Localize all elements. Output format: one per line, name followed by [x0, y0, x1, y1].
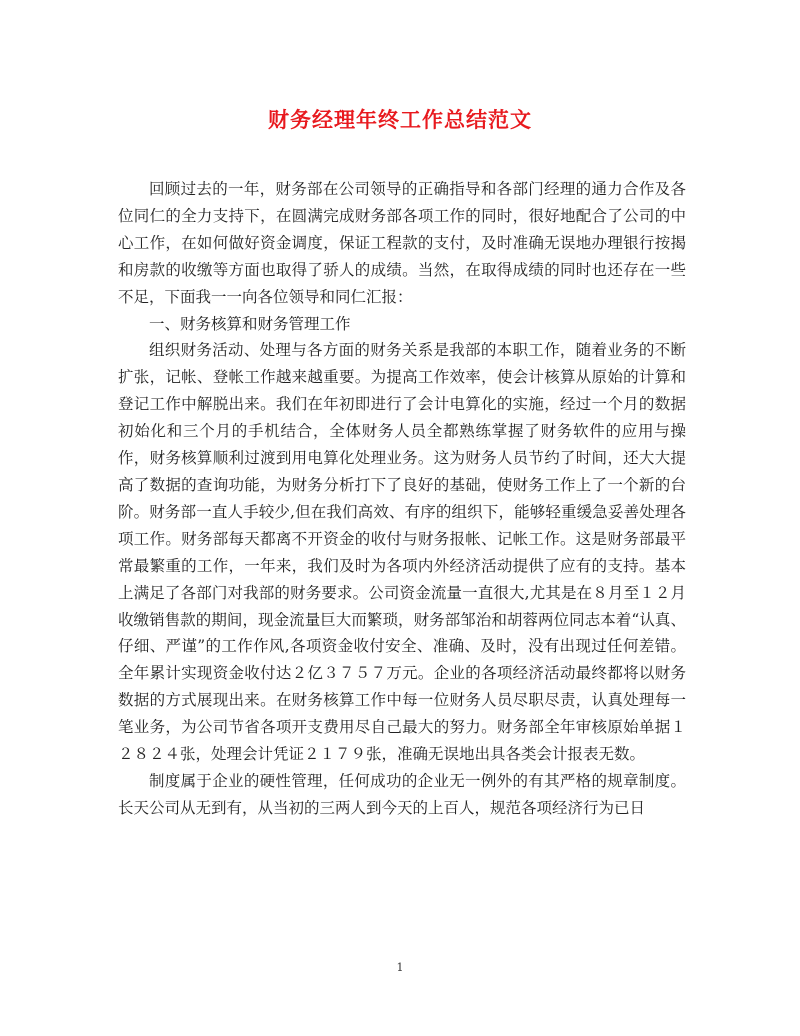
paragraph-accounting: 组织财务活动、处理与各方面的财务关系是我部的本职工作，随着业务的不断扩张，记帐、登帐工作越来越重要。为提高工作效率，使会计核算从原始的计算和登记工作中解脱出来。我们在年初即进行了会计电算化的实施，经过一个月的数据初始化和三个月的手机结合，全体财务人员全都熟练掌握了财务软件的应用与操作，财务核算顺利过渡到用电算化处理业务。这为财务人员节约了时间，还大大提高了数据的查询功能，为财务分析打下了良好的基础，使财务工作上了一个新的台阶。财务部一直人手较少,但在我们高效、有序的组织下，能够轻重缓急妥善处理各项工作。财务部每天都离不开资金的收付与财务报帐、记帐工作。这是财务部最平常最繁重的工作，一年来，我们及时为各项内外经济活动提供了应有的支持。基本上满足了各部门对我部的财务要求。公司资金流量一直很大,尤其是在８月至１２月收缴销售款的期间，现金流量巨大而繁琐，财务部邹治和胡蓉两位同志本着“认真、仔细、严谨”的工作作风,各项资金收付安全、准确、及时，没有出现过任何差错。全年累计实现资金收付达２亿３７５７万元。企业的各项经济活动最终都将以财务数据的方式展现出来。在财务核算工作中每一位财务人员尽职尽责，认真处理每一笔业务，为公司节省各项开支费用尽自己最大的努力。财务部全年审核原始单据１２８２４张，处理会计凭证２１７９张，准确无误地出具各类会计报表无数。: [118, 341, 686, 764]
document-title: 财务经理年终工作总结范文: [268, 107, 532, 132]
paragraph-intro: 回顾过去的一年，财务部在公司领导的正确指导和各部门经理的通力合作及各位同仁的全力支持下，在圆满完成财务部各项工作的同时，很好地配合了公司的中心工作，在如何做好资金调度，保证工程款的支付，及时准确无误地办理银行按揭和房款的收缴等方面也取得了骄人的成绩。当然，在取得成绩的同时也还存在一些不足，下面我一一向各位领导和同仁汇报：: [118, 180, 686, 306]
page-number: 1: [396, 961, 404, 974]
paragraph-regulations: 制度属于企业的硬性管理，任何成功的企业无一例外的有其严格的规章制度。长天公司从无到有，从当初的三两人到今天的上百人，规范各项经济行为已日: [118, 771, 686, 817]
document-body: [118, 176, 686, 822]
section-heading: 一、财务核算和财务管理工作: [149, 314, 351, 333]
